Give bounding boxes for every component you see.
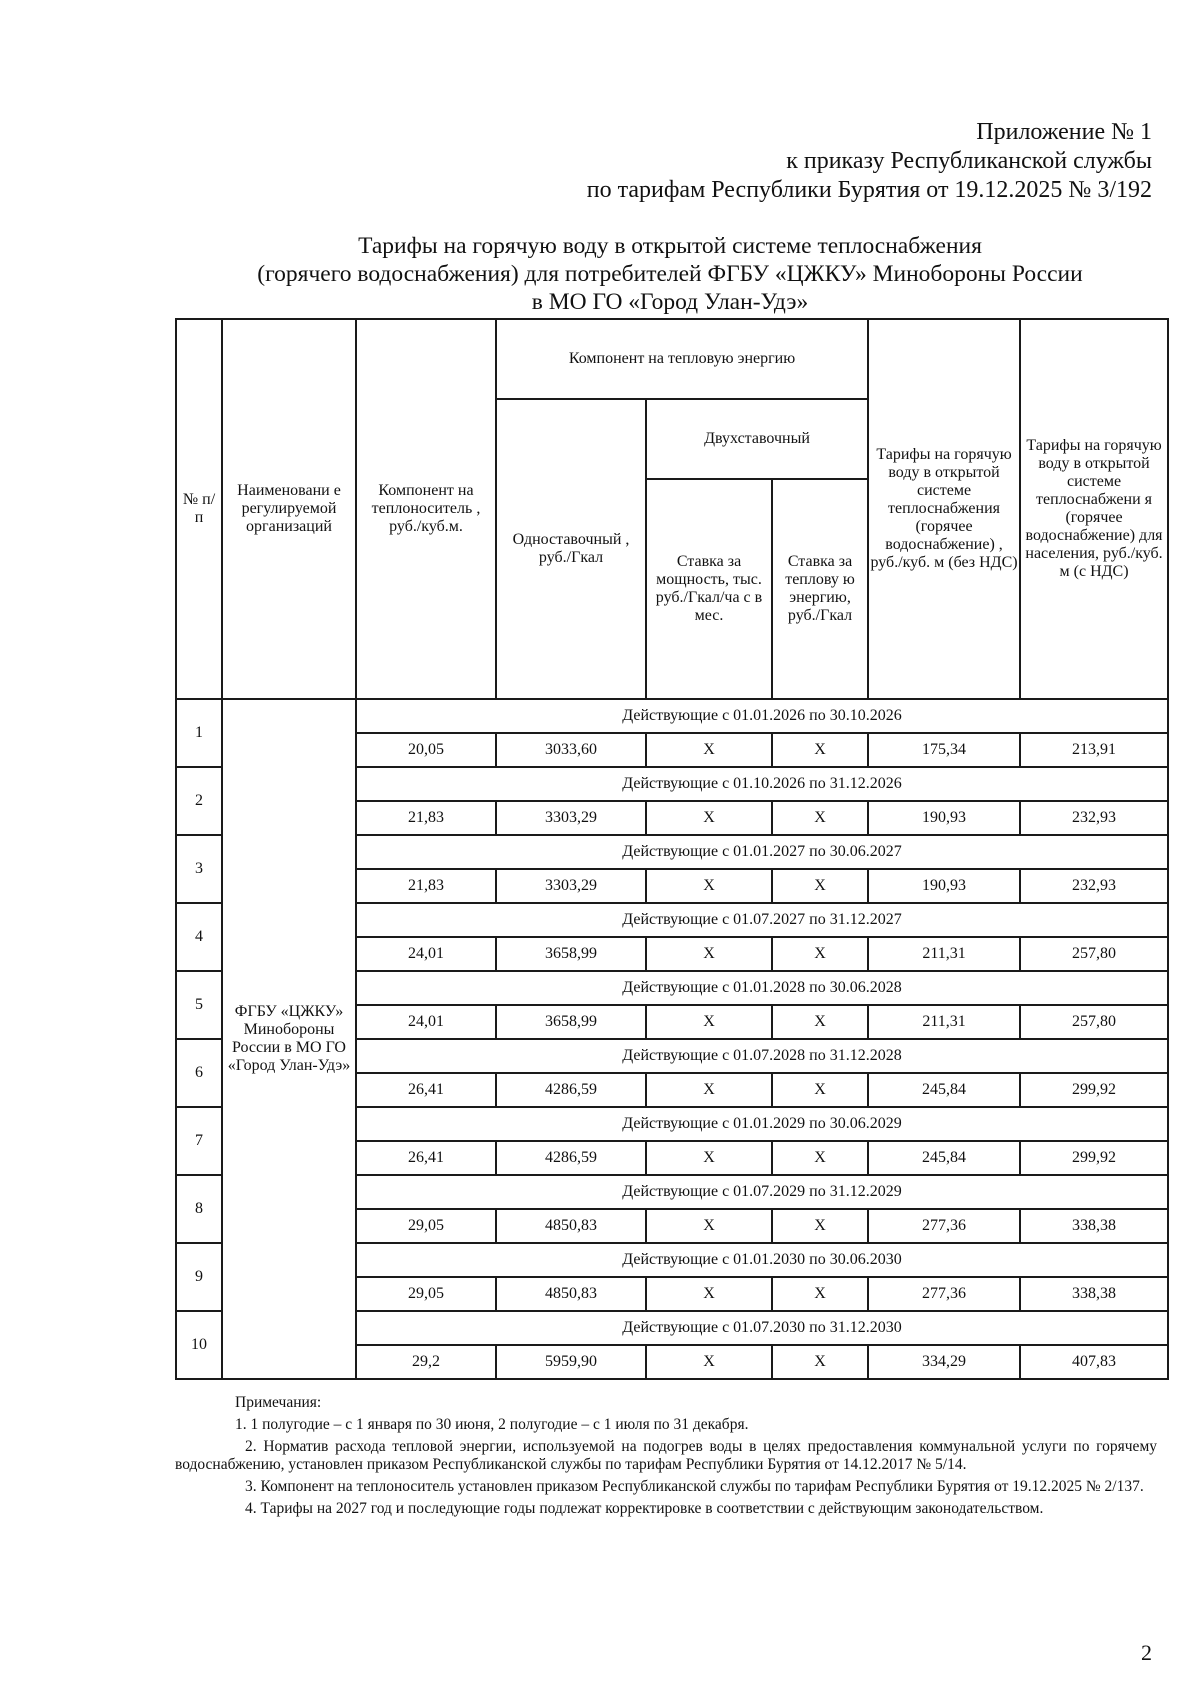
tariff-no-vat-value: 277,36 bbox=[868, 1209, 1020, 1243]
period-label: Действующие с 01.07.2030 по 31.12.2030 bbox=[356, 1311, 1168, 1345]
page-number: 2 bbox=[1141, 1640, 1152, 1665]
tariff-no-vat-value: 245,84 bbox=[868, 1141, 1020, 1175]
carrier-value: 21,83 bbox=[356, 801, 496, 835]
header-tariff-vat: Тарифы на горячую воду в открытой системе теплоснабжени я (горячее водоснабжение) для населения, руб./куб. м (с НДС) bbox=[1020, 319, 1168, 699]
carrier-value: 26,41 bbox=[356, 1073, 496, 1107]
row-number: 9 bbox=[176, 1243, 222, 1311]
capacity-rate-value: Х bbox=[646, 937, 772, 971]
header-num: № п/ п bbox=[176, 319, 222, 699]
period-label: Действующие с 01.07.2027 по 31.12.2027 bbox=[356, 903, 1168, 937]
tariff-no-vat-value: 277,36 bbox=[868, 1277, 1020, 1311]
capacity-rate-value: Х bbox=[646, 1209, 772, 1243]
period-label: Действующие с 01.01.2028 по 30.06.2028 bbox=[356, 971, 1168, 1005]
period-label: Действующие с 01.01.2029 по 30.06.2029 bbox=[356, 1107, 1168, 1141]
document-title bbox=[175, 232, 1165, 316]
title-line-2: (горячего водоснабжения) для потребителей ФГБУ «ЦЖКУ» Минобороны России bbox=[257, 261, 1083, 287]
carrier-value: 24,01 bbox=[356, 937, 496, 971]
row-number: 6 bbox=[176, 1039, 222, 1107]
period-label: Действующие с 01.01.2027 по 30.06.2027 bbox=[356, 835, 1168, 869]
tariff-no-vat-value: 211,31 bbox=[868, 937, 1020, 971]
capacity-rate-value: Х bbox=[646, 1277, 772, 1311]
capacity-rate-value: Х bbox=[646, 1073, 772, 1107]
header-capacity-rate: Ставка за мощность, тыс. руб./Гкал/ча с в мес. bbox=[646, 479, 772, 699]
tariff-vat-value: 213,91 bbox=[1020, 733, 1168, 767]
carrier-value: 29,05 bbox=[356, 1209, 496, 1243]
energy-rate-value: Х bbox=[772, 733, 868, 767]
carrier-value: 29,05 bbox=[356, 1277, 496, 1311]
energy-rate-value: Х bbox=[772, 937, 868, 971]
appendix-line-1: Приложение № 1 bbox=[976, 119, 1152, 145]
energy-rate-value: Х bbox=[772, 801, 868, 835]
single-rate-value: 4850,83 bbox=[496, 1277, 646, 1311]
tariff-table bbox=[175, 318, 1169, 1380]
tariff-no-vat-value: 175,34 bbox=[868, 733, 1020, 767]
notes-heading: Примечания: bbox=[235, 1394, 322, 1411]
tariff-vat-value: 299,92 bbox=[1020, 1141, 1168, 1175]
tariff-vat-value: 257,80 bbox=[1020, 937, 1168, 971]
tariff-vat-value: 232,93 bbox=[1020, 801, 1168, 835]
row-number: 7 bbox=[176, 1107, 222, 1175]
note-item-2: 2. Норматив расхода тепловой энергии, используемой на подогрев воды в целях предоставления коммунальной услуги по горячему водоснабжению, установлен приказом Республиканской службы по тарифам Республики Бурятия от 14.12.2017 № 5/14. bbox=[175, 1438, 1157, 1473]
header-two-part: Двухставочный bbox=[646, 399, 868, 479]
tariff-vat-value: 407,83 bbox=[1020, 1345, 1168, 1379]
capacity-rate-value: Х bbox=[646, 801, 772, 835]
energy-rate-value: Х bbox=[772, 1005, 868, 1039]
notes-section bbox=[175, 1394, 1157, 1522]
single-rate-value: 3658,99 bbox=[496, 937, 646, 971]
title-line-3: в МО ГО «Город Улан-Удэ» bbox=[531, 289, 809, 315]
single-rate-value: 3033,60 bbox=[496, 733, 646, 767]
energy-rate-value: Х bbox=[772, 1345, 868, 1379]
header-tariff-no-vat: Тарифы на горячую воду в открытой системе теплоснабжения (горячее водоснабжение) , руб./куб. м (без НДС) bbox=[868, 319, 1020, 699]
note-item-4: 4. Тарифы на 2027 год и последующие годы подлежат корректировке в соответствии с действующим законодательством. bbox=[245, 1500, 1044, 1517]
appendix-line-2: к приказу Республиканской службы bbox=[786, 148, 1152, 174]
row-number: 1 bbox=[176, 699, 222, 767]
row-number: 3 bbox=[176, 835, 222, 903]
appendix-header bbox=[587, 118, 1152, 205]
title-line-1: Тарифы на горячую воду в открытой системе теплоснабжения bbox=[358, 233, 982, 259]
capacity-rate-value: Х bbox=[646, 1141, 772, 1175]
period-label: Действующие с 01.10.2026 по 31.12.2026 bbox=[356, 767, 1168, 801]
tariff-vat-value: 338,38 bbox=[1020, 1209, 1168, 1243]
energy-rate-value: Х bbox=[772, 1277, 868, 1311]
tariff-vat-value: 338,38 bbox=[1020, 1277, 1168, 1311]
appendix-line-3: по тарифам Республики Бурятия от 19.12.2025 № 3/192 bbox=[586, 177, 1152, 203]
row-number: 5 bbox=[176, 971, 222, 1039]
header-org: Наименовани е регулируемой организаций bbox=[222, 319, 356, 699]
note-item-1: 1. 1 полугодие – с 1 января по 30 июня, 2 полугодие – с 1 июля по 31 декабря. bbox=[235, 1416, 749, 1433]
row-number: 8 bbox=[176, 1175, 222, 1243]
single-rate-value: 5959,90 bbox=[496, 1345, 646, 1379]
period-label: Действующие с 01.01.2026 по 30.10.2026 bbox=[356, 699, 1168, 733]
header-single-rate: Одноставочный , руб./Гкал bbox=[496, 399, 646, 699]
capacity-rate-value: Х bbox=[646, 869, 772, 903]
carrier-value: 29,2 bbox=[356, 1345, 496, 1379]
period-label: Действующие с 01.01.2030 по 30.06.2030 bbox=[356, 1243, 1168, 1277]
tariff-vat-value: 232,93 bbox=[1020, 869, 1168, 903]
carrier-value: 24,01 bbox=[356, 1005, 496, 1039]
single-rate-value: 3658,99 bbox=[496, 1005, 646, 1039]
energy-rate-value: Х bbox=[772, 1141, 868, 1175]
row-number: 2 bbox=[176, 767, 222, 835]
header-energy-component: Компонент на тепловую энергию bbox=[496, 319, 868, 399]
capacity-rate-value: Х bbox=[646, 1345, 772, 1379]
carrier-value: 21,83 bbox=[356, 869, 496, 903]
tariff-no-vat-value: 211,31 bbox=[868, 1005, 1020, 1039]
single-rate-value: 3303,29 bbox=[496, 801, 646, 835]
header-carrier: Компонент на теплоноситель , руб./куб.м. bbox=[356, 319, 496, 699]
capacity-rate-value: Х bbox=[646, 733, 772, 767]
energy-rate-value: Х bbox=[772, 1209, 868, 1243]
tariff-no-vat-value: 190,93 bbox=[868, 801, 1020, 835]
single-rate-value: 4286,59 bbox=[496, 1073, 646, 1107]
single-rate-value: 4850,83 bbox=[496, 1209, 646, 1243]
row-number: 4 bbox=[176, 903, 222, 971]
carrier-value: 26,41 bbox=[356, 1141, 496, 1175]
period-label: Действующие с 01.07.2029 по 31.12.2029 bbox=[356, 1175, 1168, 1209]
period-label: Действующие с 01.07.2028 по 31.12.2028 bbox=[356, 1039, 1168, 1073]
tariff-no-vat-value: 334,29 bbox=[868, 1345, 1020, 1379]
note-item-3: 3. Компонент на теплоноситель установлен приказом Республиканской службы по тарифам Республики Бурятия от 19.12.2025 № 2/137. bbox=[245, 1478, 1144, 1495]
tariff-no-vat-value: 190,93 bbox=[868, 869, 1020, 903]
carrier-value: 20,05 bbox=[356, 733, 496, 767]
tariff-no-vat-value: 245,84 bbox=[868, 1073, 1020, 1107]
single-rate-value: 4286,59 bbox=[496, 1141, 646, 1175]
row-number: 10 bbox=[176, 1311, 222, 1379]
energy-rate-value: Х bbox=[772, 869, 868, 903]
energy-rate-value: Х bbox=[772, 1073, 868, 1107]
single-rate-value: 3303,29 bbox=[496, 869, 646, 903]
tariff-vat-value: 299,92 bbox=[1020, 1073, 1168, 1107]
header-energy-rate: Ставка за теплову ю энергию, руб./Гкал bbox=[772, 479, 868, 699]
organization-name: ФГБУ «ЦЖКУ» Минобороны России в МО ГО «Город Улан-Удэ» bbox=[222, 699, 356, 1379]
capacity-rate-value: Х bbox=[646, 1005, 772, 1039]
tariff-vat-value: 257,80 bbox=[1020, 1005, 1168, 1039]
